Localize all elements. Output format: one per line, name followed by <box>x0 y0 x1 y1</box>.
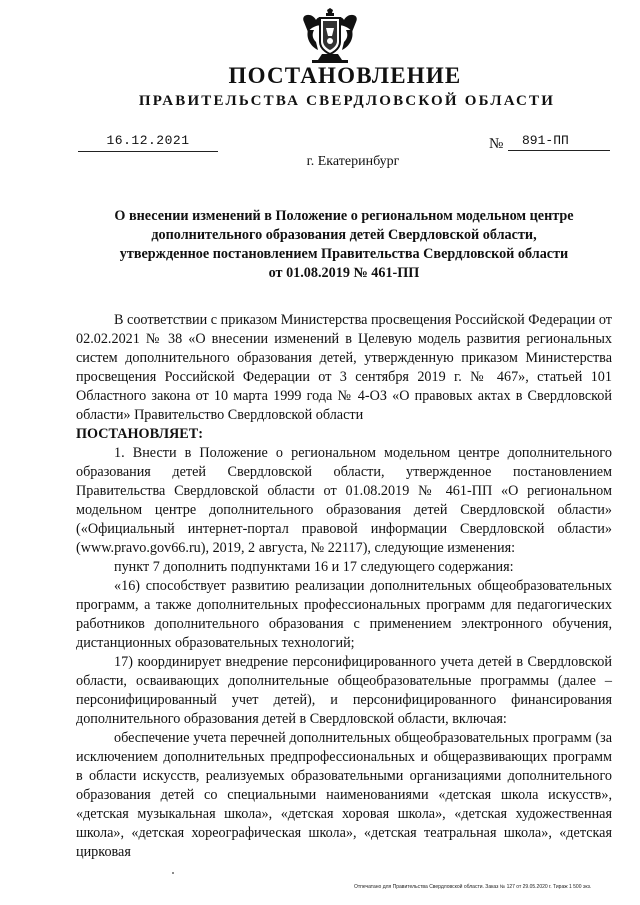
document-type-title: ПОСТАНОВЛЕНИЕ <box>228 63 462 88</box>
subitem-17-paragraph: 17) координирует внедрение персонифицированного учета детей в Свердловской области, осваивающих дополнительные общеобразовательные программы (далее – персонифицированный учет детей), и персонифицированного финансирования дополнительного образования детей в Свердловской области, включая: <box>76 654 612 727</box>
issuing-authority: ПРАВИТЕЛЬСТВА СВЕРДЛОВСКОЙ ОБЛАСТИ <box>138 93 556 109</box>
document-title-line: утвержденное постановлением Правительства Свердловской области <box>119 246 569 262</box>
subitem-16-paragraph: «16) способствует развитию реализации дополнительных общеобразовательных программ, а также дополнительных профессиональных программ для педагогических работников дополнительного образования с применением электронного обучения, дистанционных образовательных технологий; <box>76 578 612 651</box>
coat-of-arms-emblem <box>298 8 362 64</box>
subitem-17-clause-paragraph: обеспечение учета перечней дополнительных общеобразовательных программ (за исключением дополнительных предпрофессиональных и общеразвивающих программ в области искусств, реализуемых образовательными организациями дополнительного образования детей со специальными наименованиями «детская школа искусств», «детская музыкальная школа», «детская хоровая школа», «детская художественная школа», «детская хореографическая школа», «детская театральная школа», «детская цирковая <box>76 730 612 860</box>
document-date: 16.12.2021 <box>78 133 218 152</box>
item-1-paragraph: 1. Внести в Положение о региональном модельном центре дополнительного образования детей Свердловской области, утвержденное постановлением Правительства Свердловской области от 01.08.2019 № 461-ПП «О региональном модельном центре дополнительного образования детей Свердловской области» («Официальный интернет-портал правовой информации Свердловской области» (www.pravo.gov66.ru), 2019, 2 августа, № 22117), следующие изменения: <box>76 445 612 556</box>
preamble-paragraph: В соответствии с приказом Министерства просвещения Российской Федерации от 02.02.2021 № 38 «О внесении изменений в Целевую модель развития региональных систем дополнительного образования детей, утвержденную приказом Министерства просвещения Российской Федерации от 3 сентября 2019 г. № 467», статьей 101 Областного закона от 10 марта 1999 года № 4-ОЗ «О правовых актах в Свердловской области» Правительство Свердловской области <box>76 312 612 423</box>
scan-speck <box>172 872 174 874</box>
print-footer-note: Отпечатано для Правительства Свердловской области. Заказ № 127 от 29.05.2020 г. Тираж 1 500 экз. <box>354 884 592 890</box>
document-title-line: дополнительного образования детей Свердловской области, <box>151 227 537 243</box>
item-1-subparagraph: пункт 7 дополнить подпунктами 16 и 17 следующего содержания: <box>114 559 514 575</box>
number-label: № <box>489 136 504 152</box>
document-title <box>70 207 618 283</box>
resolves-heading: ПОСТАНОВЛЯЕТ: <box>76 426 203 442</box>
city-line: г. Екатеринбург <box>306 154 400 169</box>
document-title-line: О внесении изменений в Положение о региональном модельном центре <box>114 208 574 224</box>
document-body <box>76 311 612 862</box>
document-number: 891-ПП <box>508 133 610 151</box>
document-title-line: от 01.08.2019 № 461-ПП <box>268 265 420 281</box>
